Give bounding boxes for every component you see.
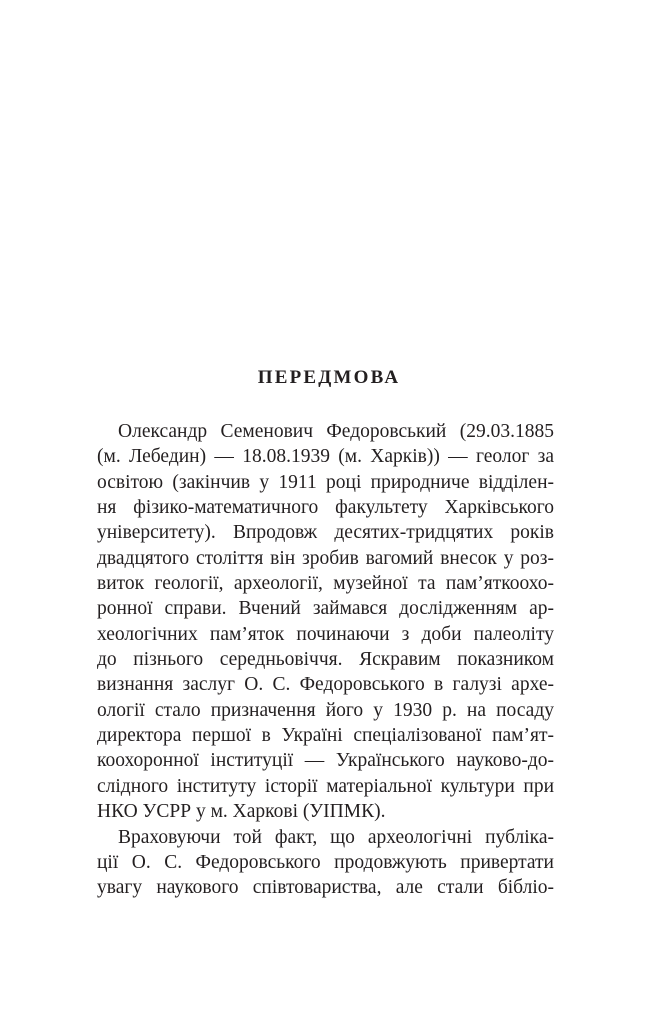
text-line: ня фізико-математичного факультету Харківського: [97, 497, 554, 519]
text-line: освітою (закінчив у 1911 році природниче відділен-: [97, 471, 554, 493]
paragraph-2: [97, 825, 554, 901]
text-line: директора першої в Україні спеціалізованої пам’ят-: [97, 725, 554, 747]
text-line: коохоронної інституції — Українського науково-до-: [97, 750, 554, 772]
text-line: визнання заслуг О. С. Федоровського в галузі архе-: [97, 674, 554, 696]
page-heading: ПЕРЕДМОВА: [257, 367, 401, 388]
text-line: виток геології, археології, музейної та пам’яткоохо-: [97, 573, 554, 595]
text-line: ології стало призначення його у 1930 р. на посаду: [97, 699, 554, 721]
text-line: ції О. С. Федоровського продовжують привертати: [97, 851, 554, 873]
text-line: Враховуючи той факт, що археологічні публіка-: [118, 826, 554, 848]
text-line: Олександр Семенович Федоровський (29.03.1885: [118, 421, 554, 442]
text-line: хеологічних пам’яток починаючи з доби палеоліту: [97, 623, 554, 645]
text-line: до пізнього середньовіччя. Яскравим показником: [97, 649, 554, 671]
body-text: [97, 419, 554, 901]
text-line: НКО УСРР у м. Харкові (УІПМК).: [97, 801, 386, 823]
text-line: двадцятого століття він зробив вагомий внесок у роз-: [97, 547, 554, 569]
text-line: ронної справи. Вчений займався дослідженням ар-: [97, 598, 554, 620]
text-line: увагу наукового співтовариства, але стали бібліо-: [97, 877, 554, 899]
text-line: університету). Впродовж десятих-тридцятих років: [97, 522, 554, 544]
text-line: слідного інституту історії матеріальної культури при: [97, 775, 554, 797]
text-line: (м. Лебедин) — 18.08.1939 (м. Харків)) — геолог за: [97, 446, 554, 468]
paragraph-1: [97, 419, 554, 825]
